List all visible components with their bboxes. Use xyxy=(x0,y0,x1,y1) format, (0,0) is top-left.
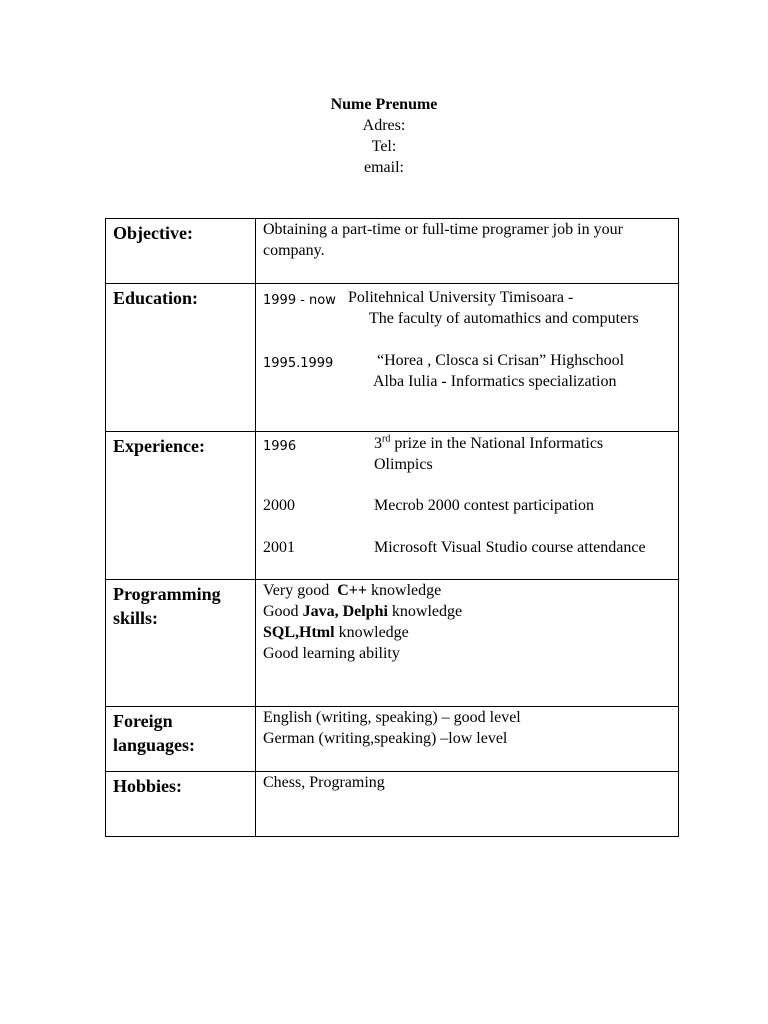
hobbies-row xyxy=(106,772,679,837)
skill-line: Very good C++ knowledge xyxy=(263,582,442,599)
education-institution: “Horea , Closca si Crisan” Highschool xyxy=(377,352,625,369)
objective-row xyxy=(106,219,679,284)
education-faculty: The faculty of automathics and computers xyxy=(369,310,639,327)
language-line: English (writing, speaking) – good level xyxy=(263,709,521,726)
education-year: 1999 - now xyxy=(263,293,336,308)
experience-row xyxy=(106,432,679,580)
email-line: email: xyxy=(364,159,404,176)
education-year: 1995.1999 xyxy=(263,356,334,371)
person-name: Nume Prenume xyxy=(330,96,438,113)
address-line: Adres: xyxy=(362,117,406,134)
education-label: Education: xyxy=(106,284,256,432)
languages-content xyxy=(256,707,679,772)
hobbies-content xyxy=(256,772,679,837)
skill-line: SQL,Html knowledge xyxy=(263,624,409,641)
languages-label: Foreign languages: xyxy=(106,707,256,772)
experience-description: 3rd prize in the National Informatics xyxy=(374,433,604,452)
language-line: German (writing,speaking) –low level xyxy=(263,730,508,747)
hobbies-label: Hobbies: xyxy=(106,772,256,837)
languages-row xyxy=(106,707,679,772)
experience-year: 2001 xyxy=(263,539,295,556)
experience-year: 2000 xyxy=(263,497,295,514)
objective-label: Objective: xyxy=(106,219,256,284)
skill-line: Good Java, Delphi knowledge xyxy=(263,603,463,620)
programming-content xyxy=(256,580,679,707)
hobbies-text: Chess, Programing xyxy=(263,774,385,791)
education-row xyxy=(106,284,679,432)
education-institution: Politehnical University Timisoara - xyxy=(348,289,574,306)
cv-table xyxy=(105,218,679,837)
experience-label: Experience: xyxy=(106,432,256,580)
cv-header xyxy=(0,94,768,178)
phone-line: Tel: xyxy=(371,138,397,155)
education-content xyxy=(256,284,679,432)
experience-description: Microsoft Visual Studio course attendance xyxy=(374,539,646,556)
objective-content xyxy=(256,219,679,284)
experience-year: 1996 xyxy=(263,439,297,454)
skill-line: Good learning ability xyxy=(263,645,400,662)
education-specialization: Alba Iulia - Informatics specialization xyxy=(373,373,617,390)
objective-text: Obtaining a part-time or full-time programer job in your company. xyxy=(263,221,623,259)
experience-description: Mecrob 2000 contest participation xyxy=(374,497,594,514)
experience-content xyxy=(256,432,679,580)
programming-row xyxy=(106,580,679,707)
experience-description-cont: Olimpics xyxy=(374,456,433,473)
programming-label: Programming skills: xyxy=(106,580,256,707)
